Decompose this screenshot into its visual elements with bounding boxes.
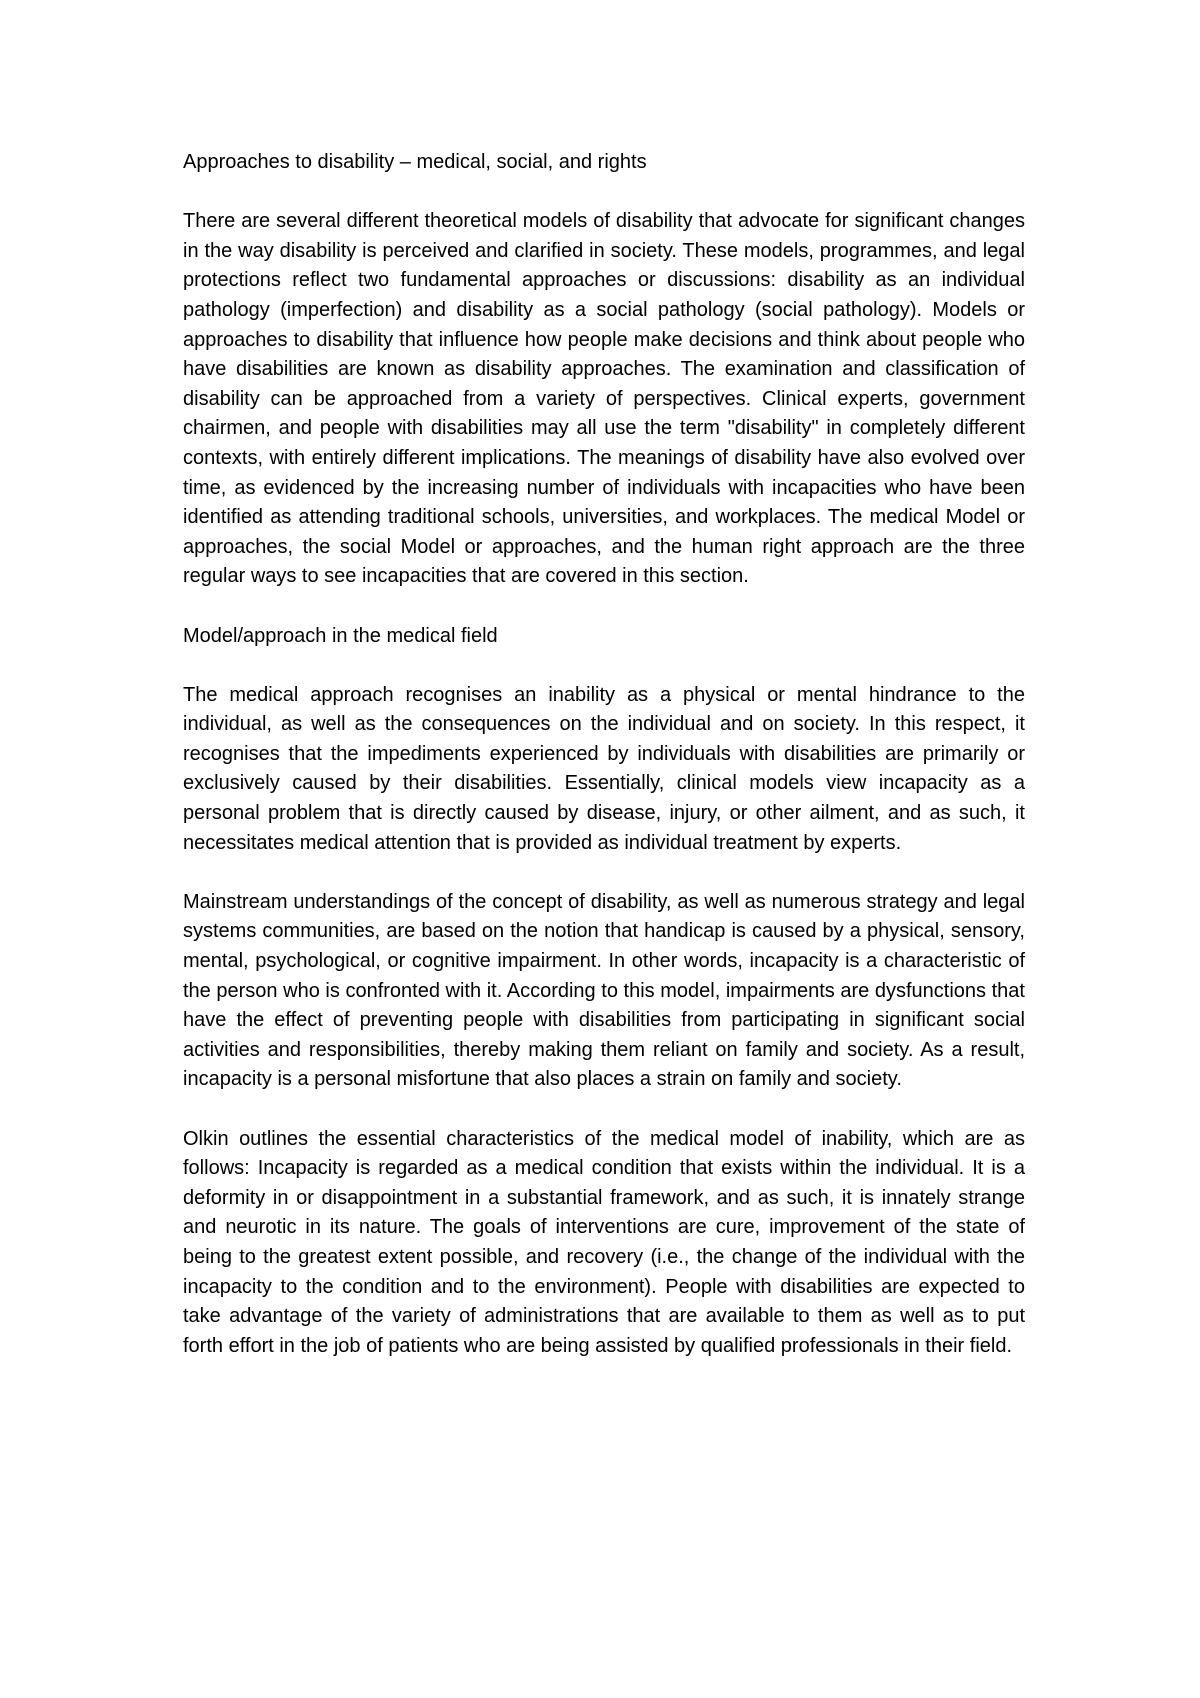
document-page <box>183 148 1025 1361</box>
document-title: Approaches to disability – medical, social, and rights <box>183 151 647 173</box>
section-heading: Model/approach in the medical field <box>183 624 498 647</box>
spacer <box>183 858 1025 888</box>
intro-paragraph: There are several different theoretical models of disability that advocate for significant changes in the way disability is perceived and clarified in society. These models, programmes, and legal protections reflect two fundamental approaches or discussions: disability as an individual pathology (imperfection) and disability as a social pathology (social pathology). Models or approaches to disability that influence how people make decisions and think about people who have disabilities are known as disability approaches. The examination and classification of disability can be approached from a variety of perspectives. Clinical experts, government chairmen, and people with disabilities may all use the term "disability" in completely different contexts, with entirely different implications. The meanings of disability have also evolved over time, as evidenced by the increasing number of individuals with incapacities who have been identified as attending traditional schools, universities, and workplaces. The medical Model or approaches, the social Model or approaches, and the human right approach are the three regular ways to see incapacities that are covered in this section. <box>183 210 1025 588</box>
body-paragraph-3: Olkin outlines the essential characteristics of the medical model of inability, which are as follows: Incapacity is regarded as a medical condition that exists within the individual. It is a deformity in or disappointment in a substantial framework, and as such, it is innately strange and neurotic in its nature. The goals of interventions are cure, improvement of the state of being to the greatest extent possible, and recovery (i.e., the change of the individual with the incapacity to the condition and to the environment). People with disabilities are expected to take advantage of the variety of administrations that are available to them as well as to put forth effort in the job of patients who are being assisted by qualified professionals in their field. <box>183 1127 1025 1357</box>
body-paragraph-2: Mainstream understandings of the concept of disability, as well as numerous strategy and legal systems communities, are based on the notion that handicap is caused by a physical, sensory, mental, psychological, or cognitive impairment. In other words, incapacity is a characteristic of the person who is confronted with it. According to this model, impairments are dysfunctions that have the effect of preventing people with disabilities from participating in significant social activities and responsibilities, thereby making them reliant on family and society. As a result, incapacity is a personal misfortune that also places a strain on family and society. <box>183 890 1025 1091</box>
body-paragraph-1: The medical approach recognises an inability as a physical or mental hindrance to the individual, as well as the consequences on the individual and on society. In this respect, it recognises that the impediments experienced by individuals with disabilities are primarily or exclusively caused by their disabilities. Essentially, clinical models view incapacity as a personal problem that is directly caused by disease, injury, or other ailment, and as such, it necessitates medical attention that is provided as individual treatment by experts. <box>183 683 1025 854</box>
spacer <box>183 651 1025 681</box>
spacer <box>183 1095 1025 1125</box>
spacer <box>183 592 1025 622</box>
spacer <box>183 178 1025 208</box>
